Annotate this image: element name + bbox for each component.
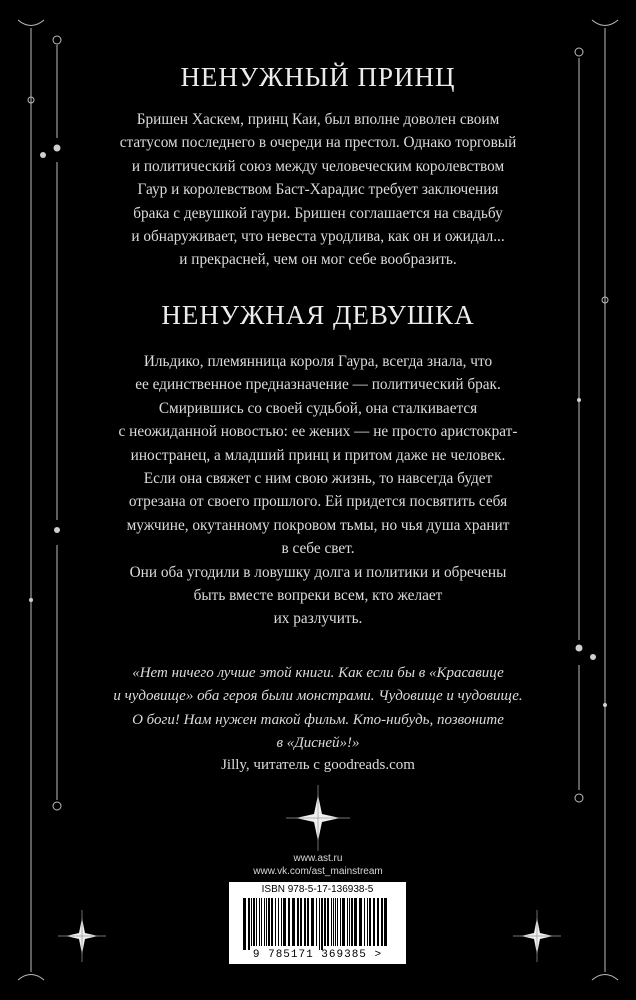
barcode-bar — [364, 898, 365, 946]
corner-arc-tr — [592, 20, 618, 26]
text-line: Они оба угодили в ловушку долга и политики и обречены — [129, 563, 507, 581]
barcode-bar — [384, 898, 387, 946]
circle-ornament — [53, 36, 61, 44]
text-line: Смирившись со своей судьбой, она сталкивается — [158, 399, 478, 417]
barcode-bar — [283, 898, 286, 946]
text-line: ее единственное предназначение — политический брак. — [135, 376, 501, 394]
barcode-bar — [367, 898, 368, 946]
text-line: Бришен Хаскем, принц Каи, был вполне доволен своим — [136, 111, 500, 128]
barcode-bar — [297, 898, 299, 946]
barcode-bar — [340, 898, 341, 946]
barcode-bar — [256, 898, 257, 946]
text-line: О боги! Нам нужен такой фильм. Кто-нибудь, позвоните — [132, 711, 504, 728]
synopsis-prince — [80, 108, 556, 272]
barcode-bar — [307, 898, 309, 946]
review-attribution: Jilly, читатель с goodreads.com — [221, 757, 415, 773]
barcode-number: 9 785171 369385 > — [252, 949, 383, 961]
barcode-bar — [337, 898, 338, 946]
barcode-bar — [261, 898, 262, 946]
website-link[interactable]: www.ast.ru — [293, 853, 343, 864]
text-line: в себе свет. — [281, 540, 355, 558]
barcode-bar — [253, 898, 255, 946]
barcode-bar — [278, 898, 279, 946]
barcode-bar — [243, 898, 246, 950]
review-quote — [70, 662, 566, 756]
barcode-bar — [266, 898, 267, 946]
barcode-bar — [311, 898, 314, 946]
barcode-bar — [359, 898, 362, 946]
barcode-bar — [349, 898, 350, 946]
barcode-bar — [377, 898, 379, 946]
text-line: и прекрасней, чем он мог себе вообразить. — [179, 251, 457, 269]
text-line: и чудовище» оба героя были монстрами. Чудовище и чудовище. — [113, 688, 523, 705]
barcode-bar — [369, 898, 371, 946]
corner-arc-bl — [18, 975, 44, 981]
text-line: быть вместе вопреки всем, кто желает — [193, 587, 443, 605]
text-line: статусом последнего в очереди на престол. Однако торговый — [119, 134, 517, 152]
barcode-bar — [381, 898, 383, 946]
text-line: Если она свяжет с ним свою жизнь, то навсегда будет — [143, 470, 493, 488]
barcode-bar — [251, 898, 252, 946]
barcode-bar — [342, 898, 345, 946]
text-line: и политический союз между человеческим королевством — [131, 157, 505, 175]
barcode-bar — [319, 898, 320, 950]
text-line: мужчине, окутанному покровом тьмы, но чья душа хранит — [126, 516, 510, 534]
barcode-bar — [271, 898, 273, 946]
text-line: Ильдико, племянница короля Гаура, всегда знала, что — [143, 353, 493, 370]
corner-arc-tl — [18, 20, 44, 26]
barcode-bar — [264, 898, 265, 946]
text-line: с неожиданной новостью: ее жених — не просто аристократ- — [118, 423, 518, 441]
barcode-icon — [239, 898, 396, 950]
barcode-bar — [304, 898, 306, 946]
vk-link[interactable]: www.vk.com/ast_mainstream — [253, 866, 383, 877]
text-line: Гаур и королевством Баст-Харадис требует заключения — [137, 181, 499, 199]
text-line: брака с девушкой гаури. Бришен соглашается на свадьбу — [133, 204, 503, 222]
barcode-bar — [288, 898, 290, 946]
barcode-bar — [292, 898, 295, 946]
barcode-bar — [321, 898, 323, 950]
barcode-bar — [373, 898, 375, 946]
barcode-bar — [331, 898, 332, 946]
barcode-bar — [327, 898, 329, 946]
barcode-bar — [248, 898, 250, 950]
text-line: отрезана от своего прошлого. Ей придется посвятить себя — [128, 493, 508, 511]
section-title-unneeded-prince: НЕНУЖНЫЙ ПРИНЦ — [180, 62, 456, 92]
barcode-bar — [354, 898, 357, 946]
barcode-bar — [300, 898, 302, 946]
text-line: в «Дисней»!» — [276, 735, 360, 752]
section-title-unneeded-girl: НЕНУЖНАЯ ДЕВУШКА — [161, 300, 475, 330]
barcode-bar — [347, 898, 348, 946]
corner-arc-br — [592, 975, 618, 981]
barcode-bar — [268, 898, 270, 946]
barcode-bar — [281, 898, 282, 946]
barcode-bar — [324, 898, 326, 946]
text-line: их разлучить. — [273, 610, 363, 628]
publisher-links — [248, 852, 388, 878]
isbn-label: ISBN 978-5-17-136938-5 — [261, 884, 374, 895]
text-line: иностранец, а младший принц и притом даже не человек. — [130, 446, 506, 464]
text-line: «Нет ничего лучше этой книги. Как если бы в «Красавице — [132, 665, 504, 681]
barcode-bar — [275, 898, 276, 946]
barcode-bar — [335, 898, 336, 946]
synopsis-girl — [80, 350, 556, 631]
barcode-bar — [259, 898, 260, 946]
barcode-bar — [351, 898, 353, 946]
barcode-bar — [316, 898, 317, 946]
barcode-block — [229, 882, 406, 964]
text-line: и обнаруживает, что невеста уродлива, как он и ожидал... — [131, 228, 505, 246]
barcode-bar — [333, 898, 334, 946]
